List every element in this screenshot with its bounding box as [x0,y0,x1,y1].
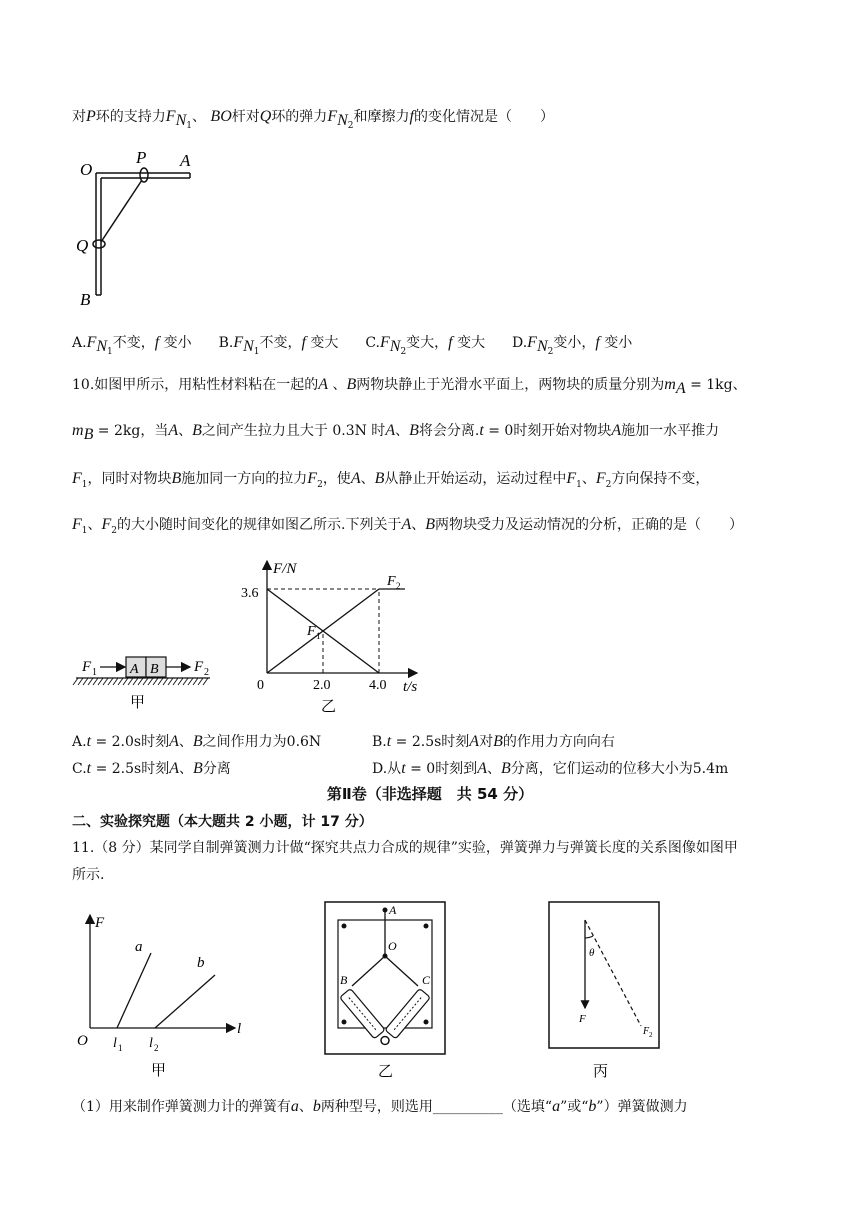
hatch-mark [93,678,98,685]
hatch-mark [98,678,103,685]
jia11-l2: l [149,1036,153,1051]
hatch-mark [138,678,143,685]
jia11-l1-sub: 1 [118,1043,123,1053]
jia11-line-a [117,953,151,1028]
chart-f1-sub: 1 [316,631,321,641]
yi-label-c: C [422,973,431,987]
hatch-mark [83,678,88,685]
jia-f1-label: F [82,659,92,675]
bing-f: F [579,1013,586,1025]
hatch-mark [198,678,203,685]
bing-theta: θ [589,947,595,959]
jia11-b: b [197,955,205,971]
label-q: Q [76,236,89,255]
jia-a-label: A [130,662,139,677]
bing-caption: 丙 [593,1064,609,1080]
q10-fig-jia [70,645,220,715]
string-pq [101,180,142,242]
q9-option-b[interactable]: $B.F_{N_1}$不变，f 变大 [218,334,339,357]
q11-line-2: 所示. [72,867,105,883]
hatch-mark [133,678,138,685]
label-o: O [80,160,93,179]
jia11-l: l [237,1021,242,1037]
q10-line-4: $F_1$、$F_2$的大小随时间变化的规律如图乙所示.下列关于A、B两物块受力及运动情况的分析，正确的是（ ） [72,516,744,536]
chart-xlabel: t/s [403,679,418,695]
hatch-mark [153,678,158,685]
hatch-mark [163,678,168,685]
hatch-mark [108,678,113,685]
jia-b-label: B [150,662,159,677]
chart-ylabel: F/N [273,561,297,577]
hatch-mark [178,678,183,685]
q11-sub1: （1）用来制作弹簧测力计的弹簧有a、b两种型号，则选用__________（选填“a”或“b”）弹簧做测力 [72,1098,688,1115]
jia-f2-label: F [194,659,204,675]
hatch-mark [158,678,163,685]
chart-f1-label: F [307,624,316,639]
bing-f2: F [643,1026,650,1037]
hatch-mark [78,678,83,685]
q10-fig-yi-chart [235,555,450,715]
hatch-mark [103,678,108,685]
q9-rod-figure [70,145,200,310]
yi-caption: 乙 [378,1064,394,1080]
chart-f2-sub: 2 [396,581,401,591]
q11-fig-jia [75,905,255,1085]
chart-xtick-1: 2.0 [313,678,331,693]
chart-xtick-2: 4.0 [369,678,387,693]
hatch-mark [143,678,148,685]
label-a: A [180,151,191,170]
q11-answer-blank[interactable]: __________ [432,1099,503,1115]
yi-label-a: A [389,903,397,917]
q9-options [72,333,632,362]
hatch-mark [203,678,208,685]
yi-scale-b [340,989,393,1049]
hatch-mark [193,678,198,685]
hatch-mark [88,678,93,685]
jia-f1-sub: 1 [92,667,97,678]
q11-line-1: 11.（8 分）某同学自制弹簧测力计做“探究共点力合成的规律”实验，弹簧弹力与弹簧长度的关系图像如图甲 [72,840,738,856]
q10-option-c[interactable]: C.t = 2.5s时刻A、B分离 [72,760,231,777]
hatch-mark [188,678,193,685]
q10-option-b[interactable]: B.t = 2.5s时刻A对B的作用力方向向右 [372,733,615,750]
hatch-mark [73,678,78,685]
section2-title: 第Ⅱ卷（非选择题 共 54 分） [326,785,534,803]
q11-fig-bing [545,898,665,1088]
bing-f2-sub: 2 [649,1031,653,1039]
jia-hatch [73,678,208,685]
yi-label-o: O [388,939,397,953]
label-b: B [80,290,91,309]
jia11-o: O [77,1033,88,1049]
jia11-l1: l [113,1036,117,1051]
chart-ytick: 3.6 [241,586,259,601]
ring-q [93,240,105,248]
yi-label-b: B [340,973,348,987]
jia11-line-b [155,975,215,1028]
q11-fig-yi [300,898,470,1088]
q10-option-d[interactable]: D.从t = 0时刻到A、B分离，它们运动的位移大小为5.4m [372,760,729,777]
q9-option-d[interactable]: $D.F_{N_2}$变小，f 变小 [511,334,633,357]
jia11-l2-sub: 2 [154,1043,159,1053]
q9-option-a[interactable]: $A.F_{N_1}$不变，f 变小 [72,334,192,357]
q10-line-3: $F_1$，同时对物块B施加同一方向的拉力$F_2$，使A、B从静止开始运动，运动过程中$F_1$、$F_2$方向保持不变， [72,470,710,490]
jia11-a: a [135,939,143,955]
hatch-mark [168,678,173,685]
q10-line-2: $m_B = 2kg$，当A、B之间产生拉力且大于 0.3N 时A、B将会分离.t = 0时刻开始对物块A施加一水平推力 [72,422,720,443]
jia11-caption: 甲 [151,1063,167,1079]
hatch-mark [173,678,178,685]
section2-heading: 二、实验探究题（本大题共 2 小题，计 17 分） [72,814,373,830]
q10-option-a[interactable]: A.t = 2.0s时刻A、B之间作用力为0.6N [72,733,322,750]
jia-f2-sub: 2 [204,667,209,678]
bing-f2-dashed [585,920,641,1026]
hatch-mark [123,678,128,685]
chart-origin: 0 [257,678,264,693]
q9-option-c[interactable]: $C.F_{N_2}$变大，f 变大 [365,334,486,357]
jia-caption: 甲 [130,695,146,711]
hatch-mark [113,678,118,685]
jia11-f: F [95,915,105,931]
hatch-mark [183,678,188,685]
q9-stem-tail: 对P环的支持力$F_{N_1}$、 BO杆对Q环的弹力$F_{N_2}$和摩擦力f的变化情况是（ ） [72,108,554,131]
hatch-mark [148,678,153,685]
hatch-mark [128,678,133,685]
q10-line-1: 10.如图甲所示，用粘性材料粘在一起的A 、B两物块静止于光滑水平面上，两物块的质量分别为$m_A = 1kg$、 [72,376,747,397]
chart-caption: 乙 [321,699,337,715]
label-p: P [136,148,147,167]
yi-scale-c [377,989,430,1049]
chart-f2-label: F [387,574,396,589]
hatch-mark [118,678,123,685]
